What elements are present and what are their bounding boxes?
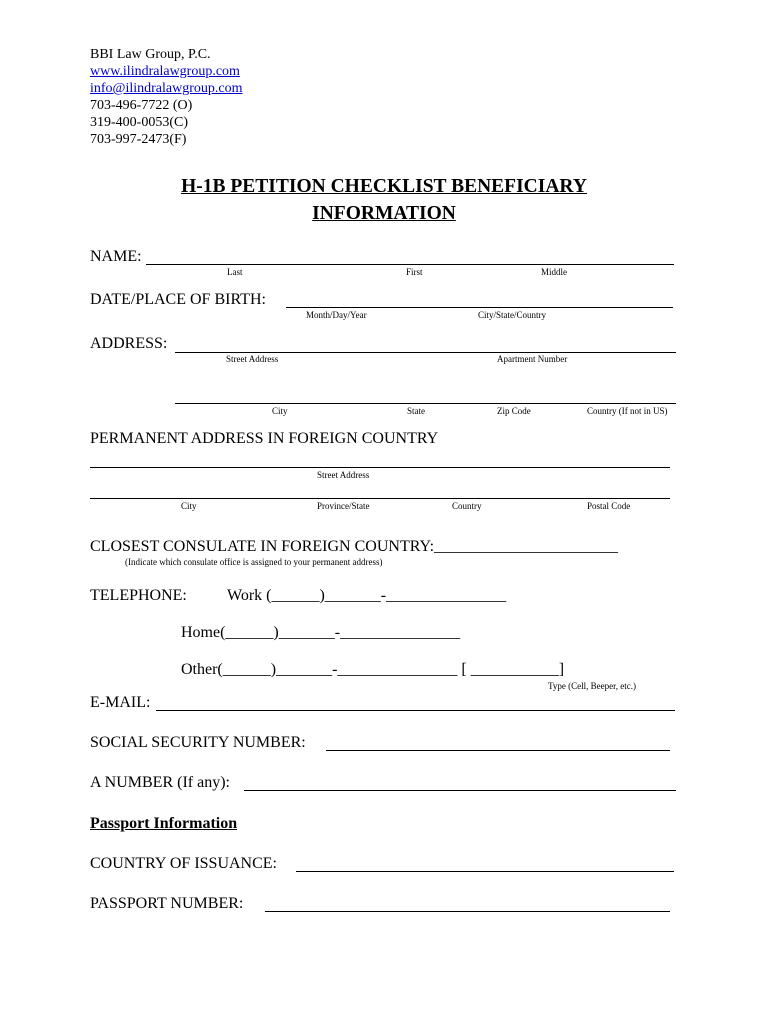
passport-number-field[interactable]: [265, 911, 670, 912]
name-sub-middle: Middle: [541, 267, 567, 277]
a-number-label: A NUMBER (If any):: [90, 774, 230, 791]
consulate-label[interactable]: CLOSEST CONSULATE IN FOREIGN COUNTRY:_______________________: [90, 538, 619, 555]
foreign-sub-city: City: [181, 501, 197, 511]
foreign-sub-province: Province/State: [317, 501, 370, 511]
dob-sub-place: City/State/Country: [478, 310, 547, 320]
dob-field[interactable]: [286, 307, 673, 308]
foreign-sub-postal: Postal Code: [587, 501, 631, 511]
page-title-line2: INFORMATION: [312, 203, 456, 224]
country-issuance-field[interactable]: [296, 871, 674, 872]
firm-name: BBI Law Group, P.C.: [90, 47, 211, 62]
address-city-field[interactable]: [175, 403, 676, 404]
ssn-field[interactable]: [326, 750, 670, 751]
email-field[interactable]: [156, 710, 675, 711]
address-street-field[interactable]: [175, 352, 676, 353]
email-label: E-MAIL:: [90, 694, 151, 711]
phone-office: 703-496-7722 (O): [90, 98, 193, 113]
foreign-city-field[interactable]: [90, 498, 670, 499]
page-title: H-1B PETITION CHECKLIST BENEFICIARY: [181, 176, 587, 197]
passport-number-label: PASSPORT NUMBER:: [90, 895, 244, 912]
telephone-label: TELEPHONE:: [90, 587, 187, 604]
foreign-sub-country: Country: [452, 501, 482, 511]
address-sub-apt: Apartment Number: [497, 354, 568, 364]
address-label: ADDRESS:: [90, 335, 168, 352]
address-sub-state: State: [407, 406, 425, 416]
foreign-address-label: PERMANENT ADDRESS IN FOREIGN COUNTRY: [90, 430, 439, 447]
address-sub-street: Street Address: [226, 354, 279, 364]
passport-section-heading: Passport Information: [90, 815, 238, 832]
phone-fax: 703-997-2473(F): [90, 132, 187, 147]
dob-sub-date: Month/Day/Year: [306, 310, 367, 320]
foreign-street-field[interactable]: [90, 467, 670, 468]
name-field[interactable]: [146, 264, 674, 265]
telephone-home-field[interactable]: Home(______)_______-_______________: [181, 624, 461, 641]
address-sub-city: City: [272, 406, 288, 416]
telephone-work-field[interactable]: Work (______)_______-_______________: [227, 587, 507, 604]
consulate-note: (Indicate which consulate office is assigned to your permanent address): [125, 557, 383, 567]
dob-label: DATE/PLACE OF BIRTH:: [90, 291, 266, 308]
name-sub-last: Last: [227, 267, 243, 277]
foreign-sub-street: Street Address: [317, 470, 370, 480]
telephone-other-field[interactable]: Other(______)_______-_______________ [ ___________]: [181, 661, 565, 678]
name-sub-first: First: [406, 267, 423, 277]
ssn-label: SOCIAL SECURITY NUMBER:: [90, 734, 306, 751]
address-sub-zip: Zip Code: [497, 406, 531, 416]
country-issuance-label: COUNTRY OF ISSUANCE:: [90, 855, 277, 872]
address-sub-country: Country (If not in US): [587, 406, 668, 416]
a-number-field[interactable]: [244, 790, 676, 791]
phone-cell: 319-400-0053(C): [90, 115, 188, 130]
telephone-type-note: Type (Cell, Beeper, etc.): [548, 681, 636, 691]
website-link[interactable]: www.ilindralawgroup.com: [90, 64, 240, 79]
name-label: NAME:: [90, 248, 142, 265]
email-link[interactable]: info@ilindralawgroup.com: [90, 81, 243, 96]
